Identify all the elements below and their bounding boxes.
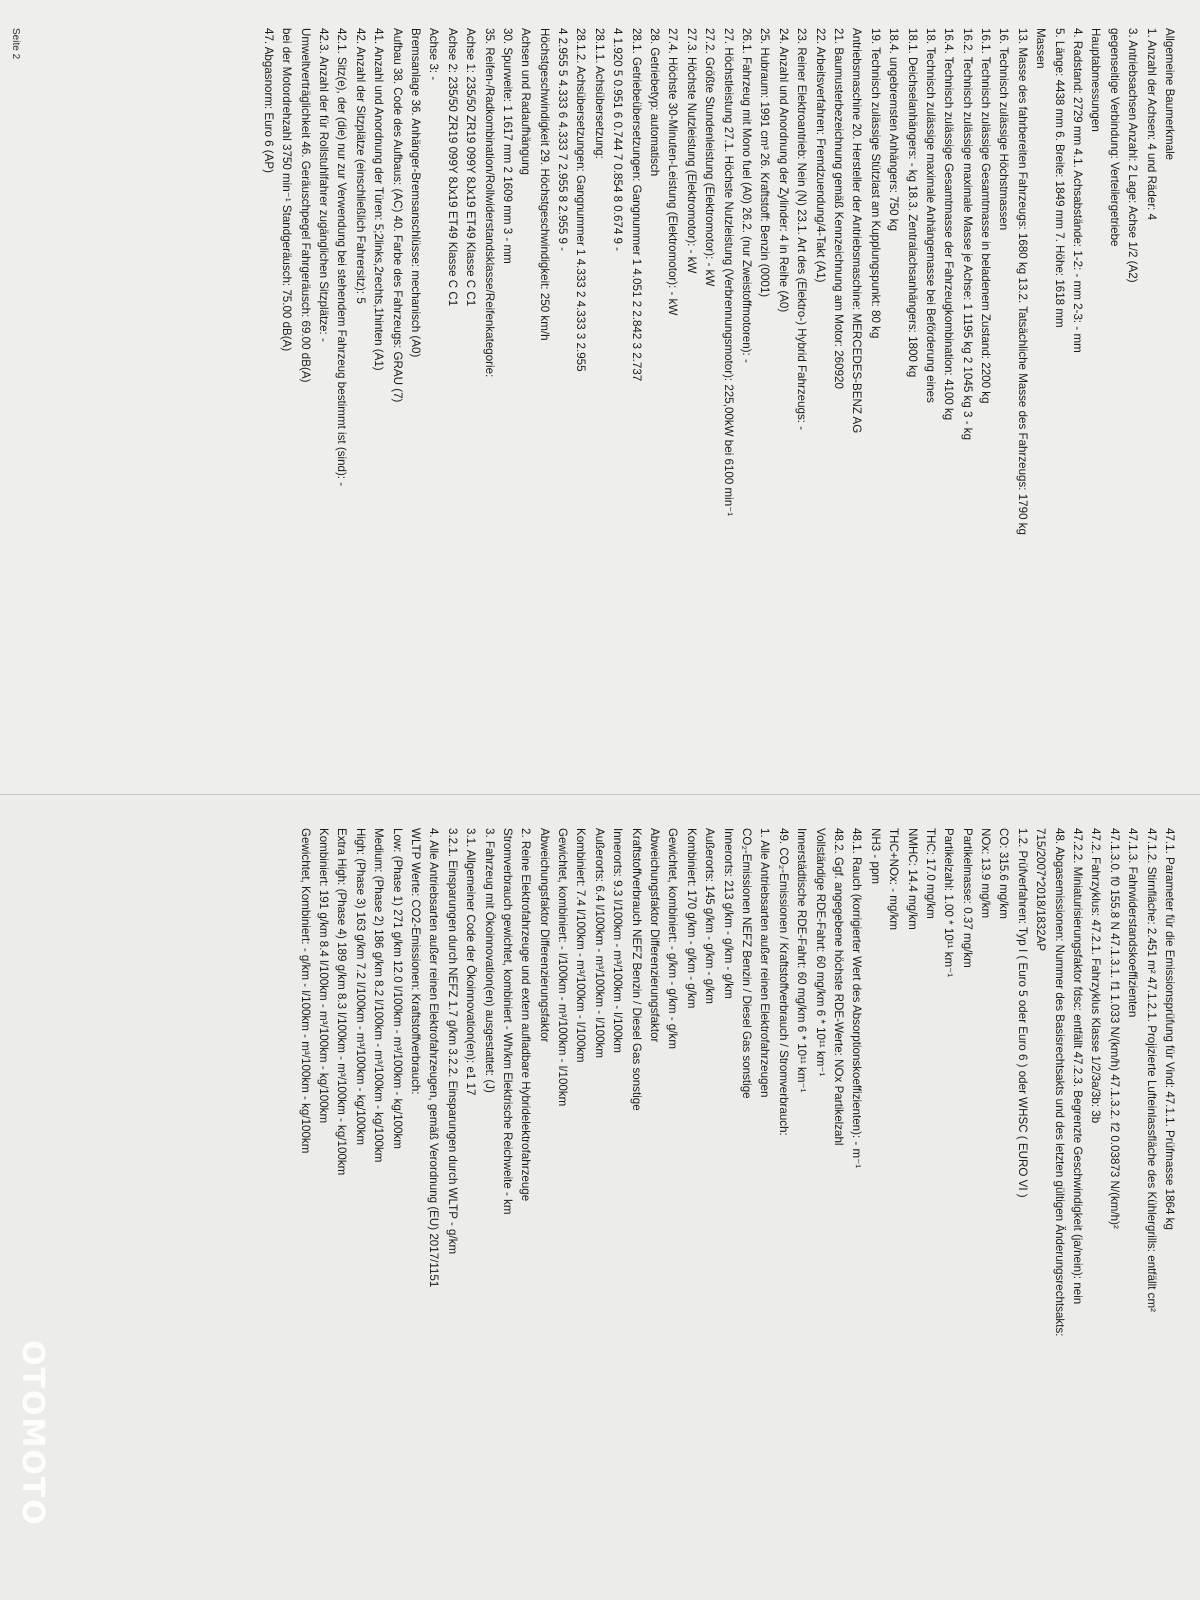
left-row-text: 4. Radstand: 2729 mm 4.1. Achsabstände: 1-2: - mm 2-3: - mm xyxy=(1071,28,1085,353)
left-row xyxy=(369,28,387,768)
left-row xyxy=(1086,28,1104,768)
right-row xyxy=(516,828,534,1574)
left-row-text: 3. Antriebsachsen Anzahl: 2 Lage: Achse 1/2 (A2) xyxy=(1126,28,1140,283)
left-row xyxy=(479,28,497,768)
right-row-text: Kombiniert: 191 g/km 8.4 l/100km - m³/100km - kg/100km xyxy=(317,828,331,1124)
right-row-text: 49. CO₂-Emissionen / Kraftstoffverbrauch / Stromverbrauch: xyxy=(776,828,790,1136)
right-row-text: 1.2. Prüfverfahren: Typ I ( Euro 5 oder Euro 6 ) oder WHSC ( EURO VI ) xyxy=(1015,828,1029,1198)
right-row-text: 47.1.2. Stirnfläche: 2.451 m² 47.1.2.1. Projizierte Lufteinlassfläche des Kühlergrills: entfällt cm² xyxy=(1144,828,1158,1312)
right-row-text: Innerorts: 213 g/km - g/km - g/km xyxy=(721,828,735,999)
left-row xyxy=(976,28,994,768)
left-row xyxy=(332,28,350,768)
right-row xyxy=(387,828,405,1574)
right-row-text: Innerorts: 9.3 l/100km - m³/100km - l/100km xyxy=(611,828,625,1053)
right-row xyxy=(847,828,865,1574)
left-row-text: 27.2. Größte Stundenleistung (Elektromotor): - kW xyxy=(703,28,717,287)
right-row-text: Außerorts: 6.4 l/100km - m³/100km - l/100km xyxy=(592,828,606,1059)
left-row xyxy=(608,28,626,768)
left-row-text: 18.1. Deichselanhängers: - kg 18.3. Zentralachsanhängers: 1800 kg xyxy=(905,28,919,378)
right-row-text: 4. Alle Antriebsarten außer reinen Elektrofahrzeugen, gemäß Verordnung (EU) 2017/1151 xyxy=(427,828,441,1288)
left-row-text: 41. Anzahl und Anordnung der Türen: 5;2links,2rechts,1hinten (A1) xyxy=(372,28,386,371)
right-row-text: THC+NOx: - mg/km xyxy=(887,828,901,931)
right-row xyxy=(498,828,516,1574)
left-row xyxy=(792,28,810,768)
left-row xyxy=(498,28,516,768)
right-row xyxy=(773,828,791,1574)
right-row xyxy=(1068,828,1086,1574)
right-row xyxy=(939,828,957,1574)
right-row xyxy=(976,828,994,1574)
right-row xyxy=(645,828,663,1574)
right-row-text: 48.2. Ggf. angegebene höchste RDE-Werte: NOx Partikelzahl xyxy=(831,828,845,1146)
left-row-text: 21. Baumusterbezeichnung gemäß Kennzeichnung am Motor: 260920 xyxy=(831,28,845,389)
right-row-text: Gewichtet, kombiniert: - g/km - g/km - g/km xyxy=(666,828,680,1049)
right-row xyxy=(332,828,350,1574)
right-row xyxy=(424,828,442,1574)
right-row-text: Kombiniert: 170 g/km - g/km - g/km xyxy=(684,828,698,1009)
left-row-text: Umweltverträglichkeit 46. Geräuschpegel Fahrgeräusch: 69.00 dB(A) xyxy=(298,28,312,383)
left-row xyxy=(884,28,902,768)
left-row-text: bei der Motordrehzahl 3750 min⁻¹ Standgeräusch: 75.00 dB(A) xyxy=(280,28,294,352)
right-row xyxy=(1141,828,1159,1574)
left-row-text: Achse 2: 235/50 ZR19 099Y 8Jx19 ET49 Klasse C C1 xyxy=(445,28,459,307)
left-row-text: 5. Länge: 4438 mm 6. Breite: 1849 mm 7. Höhe: 1618 mm xyxy=(1052,28,1066,328)
left-row-text: 19. Technisch zulässige Stützlast am Kupplungspunkt: 80 kg xyxy=(868,28,882,339)
left-row xyxy=(773,28,791,768)
right-row xyxy=(902,828,920,1574)
left-row-text: 4 2.955 5 4.333 6 4.333 7 2.955 8 2.955 9 - xyxy=(556,28,570,252)
right-row-text: CO₂-Emissionen NEFZ Benzin / Diesel Gas sonstige xyxy=(740,828,754,1099)
right-row xyxy=(626,828,644,1574)
right-row-text: NOx: 13.9 mg/km xyxy=(979,828,993,919)
left-row xyxy=(1068,28,1086,768)
left-row xyxy=(921,28,939,768)
left-row-text: 22. Arbeitsverfahren: Fremdzuendung/4-Takt (A1) xyxy=(813,28,827,283)
right-row xyxy=(479,828,497,1574)
left-row-text: 35. Reifen-/Radkombination/Rollwiderstandsklasse/Reifenkategorie: xyxy=(482,28,496,378)
left-row xyxy=(1160,28,1178,768)
left-row xyxy=(829,28,847,768)
left-row-text: 18.4. ungebremsten Anhängers: 750 kg xyxy=(887,28,901,232)
right-row xyxy=(461,828,479,1574)
right-row-text: NMHC: 14.4 mg/km xyxy=(905,828,919,930)
left-row-text: 13. Masse des fahrbereiten Fahrzeugs: 1680 kg 13.2. Tatsächliche Masse des Fahrzeugs: 1790 kg xyxy=(1015,28,1029,535)
left-row xyxy=(314,28,332,768)
left-row-text: 47. Abgasnorm: Euro 6 (AP) xyxy=(261,28,275,173)
otomoto-logo: OTOMOTO xyxy=(15,1340,50,1527)
left-row-text: Antriebsmaschine 20. Hersteller der Antriebsmaschine: MERCEDES-BENZ AG xyxy=(850,28,864,434)
left-row xyxy=(626,28,644,768)
right-row-text: Kombiniert: 7.4 l/100km - m³/100km - l/100km xyxy=(574,828,588,1063)
right-row xyxy=(810,828,828,1574)
right-row xyxy=(829,828,847,1574)
right-row xyxy=(1086,828,1104,1574)
right-row xyxy=(792,828,810,1574)
left-row xyxy=(1104,28,1122,768)
right-row xyxy=(553,828,571,1574)
right-row xyxy=(700,828,718,1574)
right-row xyxy=(865,828,883,1574)
right-row xyxy=(994,828,1012,1574)
left-row-text: 23. Reiner Elektroantrieb: Nein (N) 23.1. Art des (Elektro-) Hybrid Fahrzeugs: - xyxy=(795,28,809,431)
left-row xyxy=(1049,28,1067,768)
left-row xyxy=(847,28,865,768)
right-row xyxy=(295,828,313,1574)
left-row-text: 42.3. Anzahl der für Rollstuhlfahrer zugänglichen Sitzplätze: - xyxy=(317,28,331,342)
left-row-text: Achsen und Radaufhängung xyxy=(519,28,533,175)
right-row xyxy=(1049,828,1067,1574)
left-row xyxy=(406,28,424,768)
left-row-text: 27.4. Höchste 30-Minuten-Leistung (Elektromotor): - kW xyxy=(666,28,680,316)
left-row xyxy=(737,28,755,768)
right-row xyxy=(534,828,552,1574)
left-row xyxy=(902,28,920,768)
left-row xyxy=(295,28,313,768)
left-row xyxy=(663,28,681,768)
left-row xyxy=(810,28,828,768)
right-row-text: 1. Alle Antriebsarten außer reinen Elektrofahrzeugen xyxy=(758,828,772,1098)
right-row xyxy=(350,828,368,1574)
right-row-text: 47.2. Fahrzyklus: 47.2.1. Fahrzyklus Klasse 1/2/3a/3b: 3b xyxy=(1089,828,1103,1124)
left-row xyxy=(957,28,975,768)
right-row-text: Gewichtet, kombiniert: - l/100km - m³/100km - l/100km xyxy=(556,828,570,1107)
left-row-text: 27. Höchstleistung 27.1. Höchste Nutzleistung (Verbrennungsmotor): 225,00kW bei 6100 min⁻¹ xyxy=(721,28,735,517)
left-row-text: 18. Technisch zulässige maximale Anhängemasse bei Beförderung eines xyxy=(923,28,937,403)
right-row xyxy=(442,828,460,1574)
left-row-text: 1. Anzahl der Achsen: 4 und Räder: 4 xyxy=(1144,28,1158,221)
right-row xyxy=(663,828,681,1574)
left-row-text: 28.1. Getriebeübersetzungen: Gangnummer 1 4.051 2 2.842 3 2.737 xyxy=(629,28,643,382)
right-row-text: 47.1.3.0. f0 155.8 N 47.1.3.1. f1 1.033 N/(km/h) 47.1.3.2. f2 0.03873 N/(km/h)² xyxy=(1107,828,1121,1229)
right-row xyxy=(737,828,755,1574)
left-row xyxy=(590,28,608,768)
right-row xyxy=(921,828,939,1574)
right-row-text: 47.1.3. Fahrwiderstandskoeffizienten xyxy=(1126,828,1140,1018)
right-row-text: Low: (Phase 1) 271 g/km 12.0 l/100km - m³/100km - kg/100km xyxy=(390,828,404,1149)
right-row xyxy=(1012,828,1030,1574)
right-row-text: Stromverbrauch gewichtet, kombiniert - Wh/km Elektrische Reichweite - km xyxy=(500,828,514,1215)
right-row-text: Medium: (Phase 2) 186 g/km 8.2 l/100km - m³/100km - kg/100km xyxy=(372,828,386,1163)
left-row xyxy=(277,28,295,768)
right-row-text: THC: 17.0 mg/km xyxy=(923,828,937,919)
left-row-text: Achse 1: 235/50 ZR19 099Y 8Jx19 ET49 Klasse C C1 xyxy=(464,28,478,307)
right-row-text: Vollständige RDE-Fahrt: 60 mg/km 6 * 10¹¹ km⁻¹ xyxy=(813,828,827,1077)
left-row xyxy=(700,28,718,768)
page-footer: Seite 2 xyxy=(10,28,21,60)
left-row xyxy=(424,28,442,768)
left-row-text: 16.1. Technisch zulässige Gesamtmasse in beladenem Zustand: 2200 kg xyxy=(979,28,993,404)
left-row-text: 16.2. Technisch zulässige maximale Masse je Achse: 1 1195 kg 2 1045 kg 3 - kg xyxy=(960,28,974,441)
right-row-text: Partikelmasse: 0.37 mg/km xyxy=(960,828,974,968)
left-row-text: Allgemeine Baumerkmale xyxy=(1163,28,1176,161)
right-row-text: 47.1. Parameter für die Emissionsprüfung für Vind: 47.1.1. Prüfmasse 1864 kg xyxy=(1163,828,1176,1230)
left-row xyxy=(516,28,534,768)
left-row-text: Achse 3: - xyxy=(427,28,441,81)
right-row xyxy=(590,828,608,1574)
left-row xyxy=(755,28,773,768)
right-row xyxy=(406,828,424,1574)
left-row xyxy=(461,28,479,768)
left-row xyxy=(645,28,663,768)
left-row-text: Massen xyxy=(1034,28,1048,69)
left-row-text: 42.1. Sitz(e), der (die) nur zur Verwendung bei stehendem Fahrzeug bestimmt ist (sind): - xyxy=(335,28,349,487)
right-row-text: Abweichungsfaktor Differenzierungsfaktor xyxy=(537,828,551,1043)
left-row-text: 30. Spurweite: 1 1617 mm 2 1609 mm 3 - mm xyxy=(500,28,514,264)
left-row xyxy=(553,28,571,768)
left-row xyxy=(442,28,460,768)
right-row-text: 2. Reine Elektrofahrzeuge und extern aufladbare Hybridelektrofahrzeuge xyxy=(519,828,533,1202)
left-row xyxy=(534,28,552,768)
right-row-text: 3.1. Allgemeiner Code der Ökoinnovation(en): e1 17 xyxy=(464,828,478,1096)
right-row-text: 48. Abgasemissionen: Nummer des Basisrechtsakts und des letzten gültigen Änderungsrechtsakts: xyxy=(1052,828,1066,1337)
left-row xyxy=(1012,28,1030,768)
left-row-text: 16.4. Technisch zulässige Gesamtmasse der Fahrzeugkombination: 4100 kg xyxy=(942,28,956,421)
left-row xyxy=(939,28,957,768)
right-row xyxy=(571,828,589,1574)
left-row xyxy=(718,28,736,768)
right-row-text: Innerstädtische RDE-Fahrt: 60 mg/km 6 * 10¹¹ km⁻¹ xyxy=(795,828,809,1093)
right-row xyxy=(957,828,975,1574)
left-row-text: Aufbau 38. Code des Aufbaus: (AC) 40. Farbe des Fahrzeugs: GRAU (7) xyxy=(390,28,404,403)
right-row xyxy=(1031,828,1049,1574)
right-row-text: Extra High: (Phase 4) 189 g/km 8.3 l/100km - m³/100km - kg/100km xyxy=(335,828,349,1176)
left-row-text: 28.1.1. Achsübersetzung: xyxy=(592,28,606,159)
right-row-text: 3. Fahrzeug mit Ökoinnovation(en) ausgestattet: (J) xyxy=(482,828,496,1093)
right-row-text: High: (Phase 3) 163 g/km 7.2 l/100km - m³/100km - kg/100km xyxy=(353,828,367,1146)
left-row xyxy=(865,28,883,768)
right-row-text: Kraftstoffverbrauch NEFZ Benzin / Diesel Gas sonstige xyxy=(629,828,643,1111)
right-row-text: Gewichtet, Kombiniert: - g/km - l/100km - m³/100km - kg/100km xyxy=(298,828,312,1154)
left-row xyxy=(350,28,368,768)
left-row-text: 42. Anzahl der Sitzplätze (einschließlich Fahrersitz): 5 xyxy=(353,28,367,304)
left-row-text: Bremsanlage 36. Anhänger-Bremsanschlüsse: mechanisch (A0) xyxy=(408,28,422,358)
right-row-text: Partikelzahl: 1.00 * 10¹¹ km⁻¹ xyxy=(942,828,956,978)
left-row xyxy=(387,28,405,768)
left-row xyxy=(1031,28,1049,768)
right-row xyxy=(608,828,626,1574)
right-row xyxy=(681,828,699,1574)
right-row-text: 715/2007*2018/1832AP xyxy=(1034,828,1048,952)
right-row xyxy=(884,828,902,1574)
page-left xyxy=(0,0,1200,795)
left-row-text: Höchstgeschwindigkeit 29. Höchstgeschwindigkeit: 250 km/h xyxy=(537,28,551,341)
page-right xyxy=(0,800,1200,1600)
right-row xyxy=(1104,828,1122,1574)
right-row xyxy=(718,828,736,1574)
right-row-text: WLTP Werte: CO2-Emissionen: Kraftstoffverbrauch: xyxy=(408,828,422,1095)
left-row xyxy=(571,28,589,768)
right-row xyxy=(1123,828,1141,1574)
right-row xyxy=(755,828,773,1574)
right-row-text: Abweichungsfaktor Differenzierungsfaktor xyxy=(648,828,662,1043)
right-row xyxy=(314,828,332,1574)
left-row-text: 28. Getriebetyp: automatisch xyxy=(648,28,662,177)
left-row-text: gegenseitige Verbindung: Verteilergetriebe xyxy=(1107,28,1121,247)
left-row-text: 25. Hubraum: 1991 cm³ 26. Kraftstoff: Benzin (0001) xyxy=(758,28,772,298)
left-row xyxy=(994,28,1012,768)
right-row-text: CO: 315.6 mg/km xyxy=(997,828,1011,919)
left-row-text: 4 1.920 5 0.951 6 0.744 7 0.854 8 0.674 9 - xyxy=(611,28,625,252)
left-row xyxy=(1123,28,1141,768)
right-row-text: NH3 - ppm xyxy=(868,828,882,885)
right-row-text: 48.1. Rauch (korrigierter Wert des Absorptionskoeffizienten): - m⁻¹ xyxy=(850,828,864,1169)
left-row-text: 26.1. Fahrzeug mit Mono fuel (A0) 26.2. (nur Zweistoffmotoren): - xyxy=(740,28,754,363)
left-row-text: Hauptabmessungen xyxy=(1089,28,1103,132)
right-row xyxy=(1160,828,1178,1574)
left-row xyxy=(1141,28,1159,768)
left-row-text: 28.1.2. Achsübersetzungen: Gangnummer 1 4.333 2 4.333 3 2.955 xyxy=(574,28,588,372)
right-row-text: 3.2.1. Einsparungen durch NEFZ 1.7 g/km 3.2.2. Einsparungen durch WLTP - g/km xyxy=(445,828,459,1255)
left-row xyxy=(681,28,699,768)
left-row xyxy=(258,28,276,768)
left-row-text: 27.3. Höchste Nutzleistung (Elektromotor): - kW xyxy=(684,28,698,274)
left-row-text: 16. Technisch zulässige Höchstmassen xyxy=(997,28,1011,231)
right-row xyxy=(369,828,387,1574)
left-row-text: 24. Anzahl und Anordnung der Zylinder: 4 in Reihe (A0) xyxy=(776,28,790,313)
right-row-text: Außerorts: 145 g/km - g/km - g/km xyxy=(703,828,717,1004)
right-row-text: 47.2.2. Miniaturisierungsfaktor fdsc: entfällt 47.2.3. Begrenzte Geschwindigkeit (ja/nein): nein xyxy=(1071,828,1085,1305)
